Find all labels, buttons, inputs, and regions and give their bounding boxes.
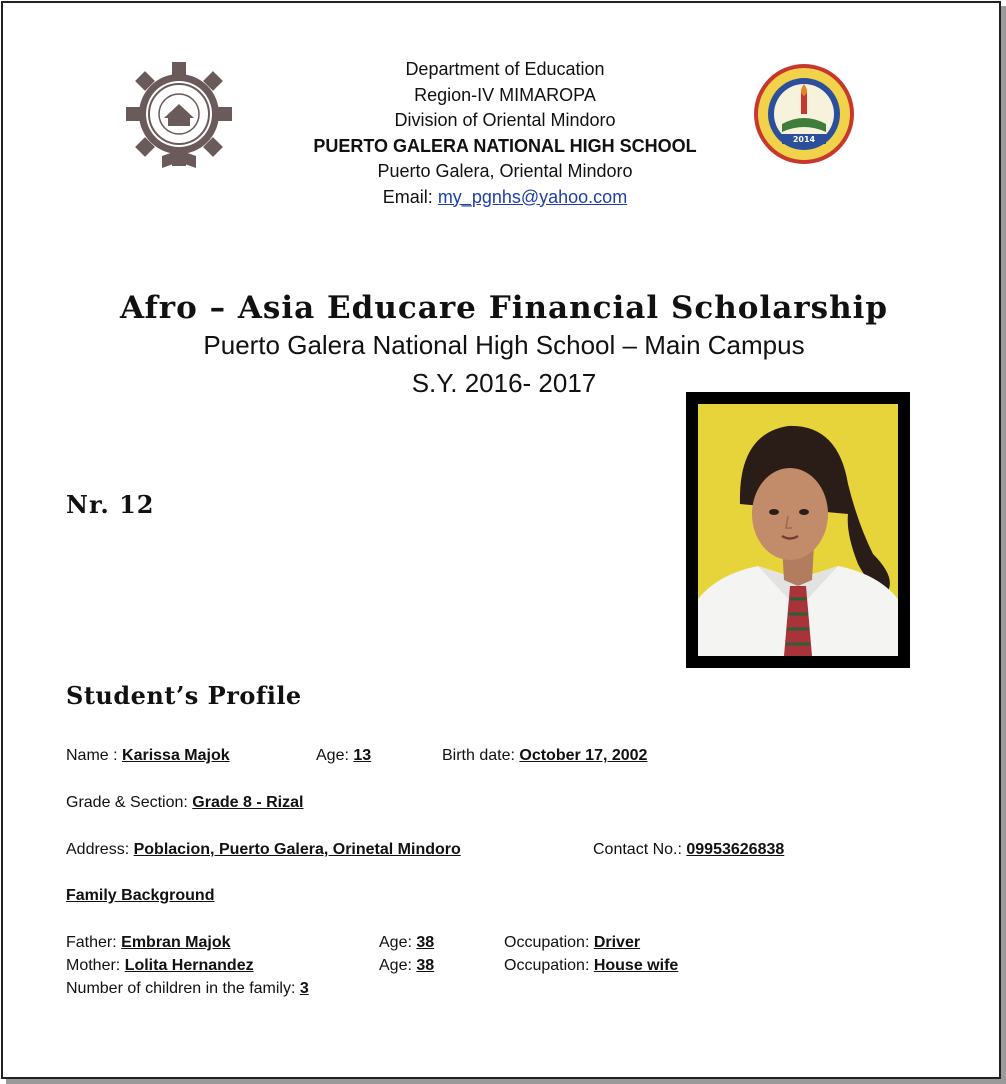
birth-date-value: October 17, 2002 xyxy=(519,747,648,764)
name-label: Name : xyxy=(66,747,123,764)
student-photo-frame xyxy=(686,392,910,668)
father-value: Embran Majok xyxy=(121,934,231,951)
mother-occupation-value: House wife xyxy=(593,957,679,974)
name-value: Karissa Majok xyxy=(122,747,230,764)
contact-value: 09953626838 xyxy=(686,841,785,858)
contact-label: Contact No.: xyxy=(593,841,687,858)
grade-field xyxy=(66,794,303,812)
email-label: Email: xyxy=(382,186,438,207)
header-division: Division of Oriental Mindoro xyxy=(394,110,616,130)
children-count-label: Number of children in the family: xyxy=(66,980,300,997)
email-link[interactable]: my_pgnhs@yahoo.com xyxy=(437,186,628,207)
children-count-value: 3 xyxy=(299,980,309,997)
age-field xyxy=(316,747,389,765)
father-label: Father: xyxy=(66,934,122,951)
children-count-field xyxy=(66,980,309,998)
header-location: Puerto Galera, Oriental Mindoro xyxy=(377,161,633,181)
header-region: Region-IV MIMAROPA xyxy=(414,84,596,105)
father-age-field xyxy=(379,934,434,952)
mother-occupation-field xyxy=(504,957,678,975)
birth-date-label: Birth date: xyxy=(442,747,520,764)
student-photo xyxy=(698,404,898,656)
school-seal-logo xyxy=(124,56,234,176)
family-background-heading: Family Background xyxy=(66,887,215,904)
address-field xyxy=(66,841,461,859)
school-header xyxy=(240,57,770,210)
record-number: Nr. 12 xyxy=(66,490,155,519)
mother-age-field xyxy=(379,957,434,975)
grade-value: Grade 8 - Rizal xyxy=(192,794,304,811)
grade-label: Grade & Section: xyxy=(66,794,193,811)
header-email-line xyxy=(240,185,770,211)
father-occupation-field xyxy=(504,934,640,952)
name-field xyxy=(66,747,230,765)
address-value: Poblacion, Puerto Galera, Orinetal Mindoro xyxy=(133,841,461,858)
father-occupation-label: Occupation: xyxy=(504,934,594,951)
mother-age-value: 38 xyxy=(416,957,435,974)
mother-label: Mother: xyxy=(66,957,125,974)
document-title: Afro – Asia Educare Financial Scholarship xyxy=(119,290,889,326)
profile-heading: Student’s Profile xyxy=(66,681,302,710)
contact-field xyxy=(593,841,784,859)
age-value: 13 xyxy=(353,747,372,764)
header-school-name: PUERTO GALERA NATIONAL HIGH SCHOOL xyxy=(313,135,697,156)
mother-occupation-label: Occupation: xyxy=(504,957,594,974)
father-age-value: 38 xyxy=(416,934,435,951)
address-label: Address: xyxy=(66,841,134,858)
age-label: Age: xyxy=(316,747,354,764)
father-age-label: Age: xyxy=(379,934,417,951)
mother-age-label: Age: xyxy=(379,957,417,974)
division-seal-year: 2014 xyxy=(792,135,816,144)
mother-value: Lolita Hernandez xyxy=(124,957,254,974)
father-field xyxy=(66,934,231,952)
father-occupation-value: Driver xyxy=(593,934,641,951)
header-department: Department of Education xyxy=(405,59,605,79)
document-subtitle: Puerto Galera National High School – Main Campus xyxy=(203,330,805,360)
mother-field xyxy=(66,957,254,975)
birth-date-field xyxy=(442,747,647,765)
school-year: S.Y. 2016- 2017 xyxy=(411,368,597,398)
